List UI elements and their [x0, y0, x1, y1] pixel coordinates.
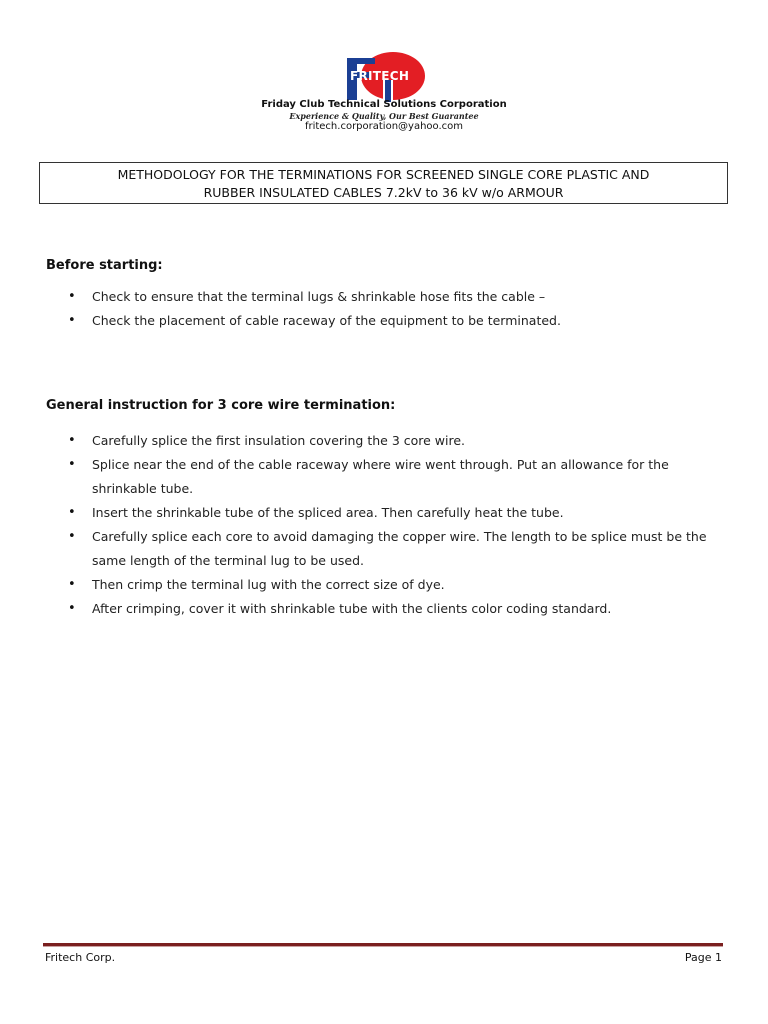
bullet-icon: •: [68, 601, 76, 616]
list-item: • Insert the shrinkable tube of the spliced area. Then carefully heat the tube.: [0, 501, 768, 525]
list-item: • Splice near the end of the cable raceway where wire went through. Put an allowance for the shrinkable tube.: [0, 453, 768, 501]
bullet-icon: •: [68, 529, 76, 544]
footer-company: Fritech Corp.: [45, 951, 116, 964]
bullet-icon: •: [68, 313, 76, 328]
section-heading-before-starting: Before starting:: [46, 258, 163, 273]
bullet-icon: •: [68, 289, 76, 304]
company-name: Friday Club Technical Solutions Corporation: [261, 99, 507, 110]
footer-divider-shadow: [43, 946, 723, 947]
bullet-icon: •: [68, 433, 76, 448]
list-item: • Check to ensure that the terminal lugs & shrinkable hose fits the cable –: [0, 285, 768, 309]
company-email: fritech.corporation@yahoo.com: [304, 121, 464, 132]
footer-page-number: Page 1: [684, 951, 722, 964]
header: [0, 50, 768, 135]
document-title-line-1: METHODOLOGY FOR THE TERMINATIONS FOR SCREENED SINGLE CORE PLASTIC AND: [117, 167, 650, 182]
general-instruction-list: [0, 429, 768, 621]
bullet-icon: •: [68, 457, 76, 472]
list-item: • Carefully splice each core to avoid damaging the copper wire. The length to be splice must be the same length of the terminal lug to be used.: [0, 525, 768, 573]
bullet-icon: •: [68, 577, 76, 592]
document-title-line-2: RUBBER INSULATED CABLES 7.2kV to 36 kV w/o ARMOUR: [203, 185, 564, 200]
logo-wordmark: FRITECH: [350, 69, 410, 83]
company-tagline: Experience & Quality, Our Best Guarantee: [289, 111, 479, 121]
section-heading-general-instruction: General instruction for 3 core wire termination:: [46, 398, 396, 413]
list-item: • Carefully splice the first insulation covering the 3 core wire.: [0, 429, 768, 453]
before-starting-list: [0, 285, 768, 333]
list-item: • Check the placement of cable raceway of the equipment to be terminated.: [0, 309, 768, 333]
list-item: • After crimping, cover it with shrinkable tube with the clients color coding standard.: [0, 597, 768, 621]
document-title-box: [39, 162, 728, 204]
bullet-icon: •: [68, 505, 76, 520]
list-item: • Then crimp the terminal lug with the correct size of dye.: [0, 573, 768, 597]
